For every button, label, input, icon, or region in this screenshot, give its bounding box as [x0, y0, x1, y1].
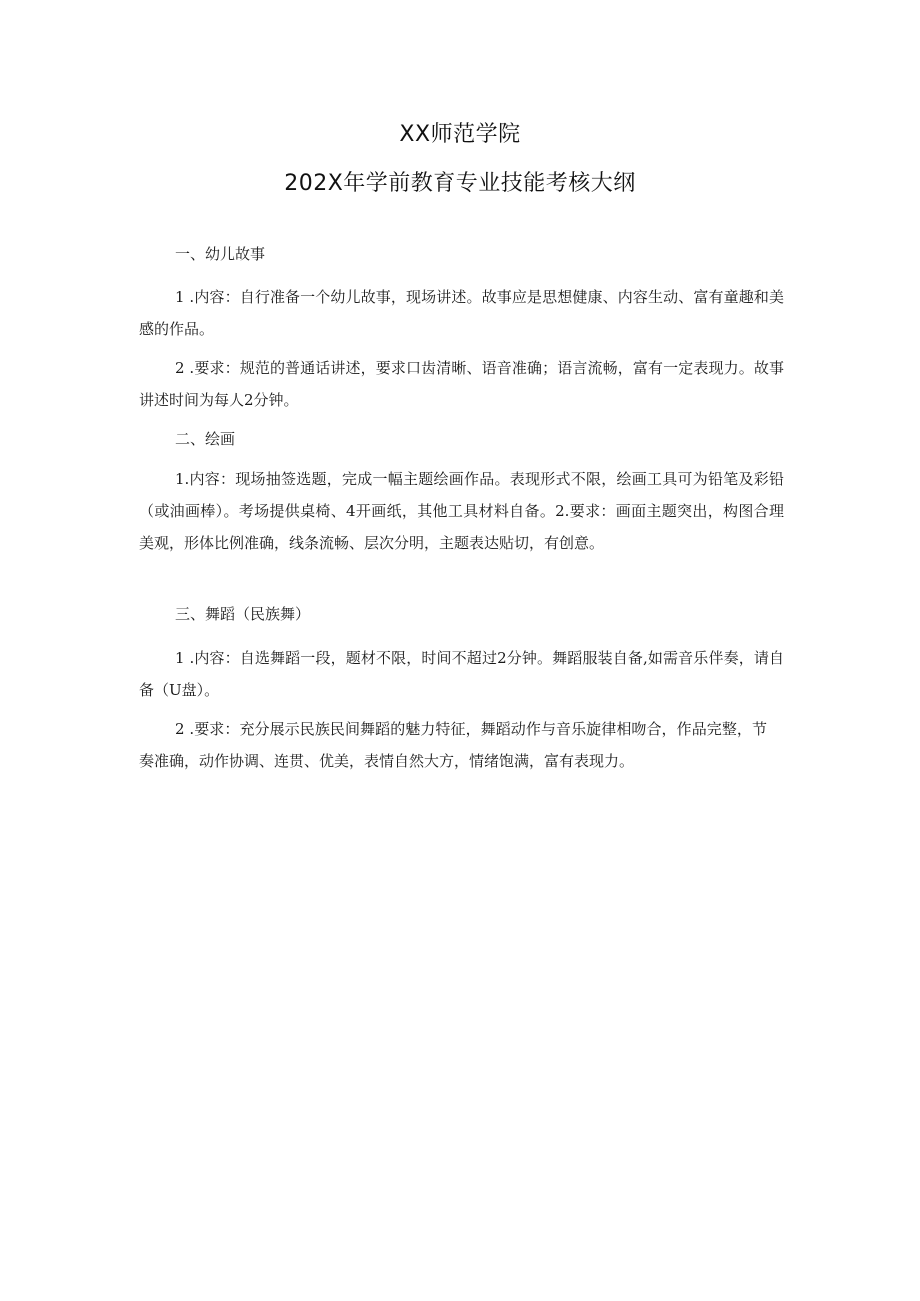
section-drawing-paragraph: 1.内容：现场抽签选题，完成一幅主题绘画作品。表现形式不限，绘画工具可为铅笔及彩铅（或油画棒）。考场提供桌椅、4开画纸，其他工具材料自备。2.要求：画面主题突出，构图合理美观，形体比例准确，线条流畅、层次分明，主题表达贴切，有创意。	[139, 470, 784, 552]
section-heading-story: 一、幼儿故事	[175, 245, 266, 263]
section-story-paragraph-requirement: 2 .要求：规范的普通话讲述，要求口齿清晰、语音准确；语言流畅，富有一定表现力。故事讲述时间为每人2分钟。	[139, 359, 784, 409]
section-story-paragraph-content: 1 .内容：自行准备一个幼儿故事，现场讲述。故事应是思想健康、内容生动、富有童趣和美感的作品。	[139, 288, 784, 338]
section-dance-paragraph-requirement: 2 .要求：充分展示民族民间舞蹈的魅力特征，舞蹈动作与音乐旋律相吻合，作品完整，节奏准确，动作协调、连贯、优美，表情自然大方，情绪饱满，富有表现力。	[139, 720, 767, 770]
section-heading-drawing: 二、绘画	[175, 430, 236, 448]
institution-title: XX师范学院	[399, 122, 521, 147]
section-dance-paragraph-content: 1 .内容：自选舞蹈一段，题材不限，时间不超过2分钟。舞蹈服装自备,如需音乐伴奏，请自备（U盘）。	[139, 649, 784, 699]
section-heading-dance: 三、舞蹈（民族舞）	[175, 605, 311, 623]
document-title: 202X年学前教育专业技能考核大纲	[284, 171, 636, 196]
